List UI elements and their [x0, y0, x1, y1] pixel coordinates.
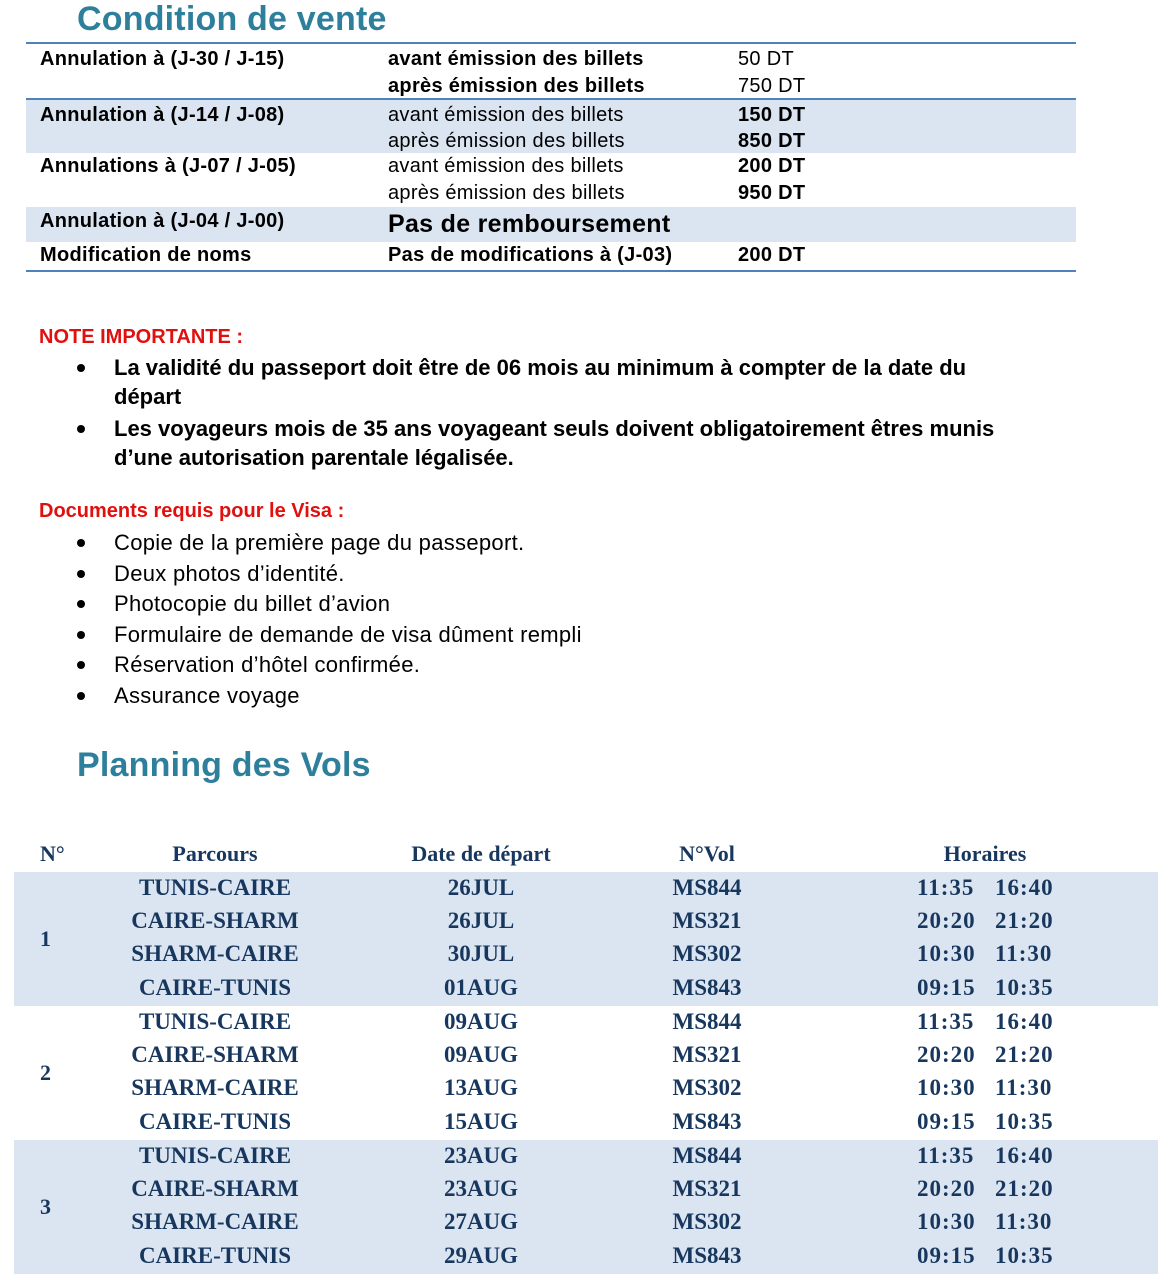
list-item: Assurance voyage	[75, 681, 582, 712]
flight-number-cell: MS843	[672, 1243, 742, 1268]
condition-row	[26, 98, 1076, 153]
arrival-time-cell: 16:40	[995, 1009, 1054, 1034]
arrival-time-cell: 11:30	[995, 1075, 1053, 1100]
flight-number-cell: MS321	[672, 1042, 742, 1067]
date-cell: 09AUG	[443, 1042, 519, 1067]
departure-time-cell: 09:15	[917, 1243, 976, 1268]
flight-schedule-table	[14, 836, 1158, 1274]
bullet-icon	[77, 570, 85, 578]
route-cell: TUNIS-CAIRE	[138, 1009, 292, 1034]
condition-label: Annulation à (J-14 / J-08)	[40, 104, 285, 126]
table-row	[14, 1173, 1158, 1207]
date-cell: 26JUL	[447, 875, 515, 900]
table-row	[14, 1072, 1158, 1106]
route-cell: SHARM-CAIRE	[131, 1075, 299, 1100]
visa-documents-list	[75, 528, 582, 711]
condition-before: avant émission des billets	[388, 155, 624, 177]
important-note-list	[75, 353, 1035, 475]
arrival-time-cell: 16:40	[995, 875, 1054, 900]
departure-time-cell: 20:20	[917, 1176, 976, 1201]
arrival-time-cell: 21:20	[995, 1176, 1054, 1201]
arrival-time-cell: 10:35	[995, 1109, 1054, 1134]
date-cell: 13AUG	[443, 1075, 519, 1100]
list-item: Formulaire de demande de visa dûment rempli	[75, 620, 582, 651]
flight-number-cell: MS302	[672, 1209, 742, 1234]
condition-before: avant émission des billets	[388, 48, 644, 70]
condition-before-price: 200 DT	[738, 155, 806, 177]
header-route: Parcours	[172, 841, 258, 866]
bullet-icon	[77, 661, 85, 669]
date-cell: 15AUG	[443, 1109, 519, 1134]
arrival-time-cell: 10:35	[995, 975, 1054, 1000]
date-cell: 29AUG	[443, 1243, 519, 1268]
route-cell: TUNIS-CAIRE	[138, 875, 292, 900]
visa-documents-title: Documents requis pour le Visa :	[39, 500, 345, 522]
flight-number-cell: MS321	[672, 908, 742, 933]
table-row	[14, 1106, 1158, 1140]
flight-group	[14, 1140, 1158, 1274]
header-date: Date de départ	[411, 841, 551, 866]
arrival-time-cell: 10:35	[995, 1243, 1054, 1268]
flight-number-cell: MS844	[672, 875, 742, 900]
planning-title: Planning des Vols	[77, 746, 371, 784]
bullet-icon	[77, 600, 85, 608]
flight-group	[14, 1006, 1158, 1140]
departure-time-cell: 09:15	[917, 1109, 976, 1134]
flight-number-cell: MS843	[672, 975, 742, 1000]
arrival-time-cell: 21:20	[995, 908, 1054, 933]
table-row	[14, 938, 1158, 972]
arrival-time-cell: 11:30	[995, 1209, 1053, 1234]
header-times: Horaires	[943, 841, 1027, 866]
departure-time-cell: 09:15	[917, 975, 976, 1000]
group-number: 1	[40, 926, 51, 951]
route-cell: CAIRE-TUNIS	[138, 1109, 292, 1134]
arrival-time-cell: 11:30	[995, 941, 1053, 966]
flight-number-cell: MS302	[672, 941, 742, 966]
condition-label: Annulations à (J-07 / J-05)	[40, 155, 296, 177]
departure-time-cell: 11:35	[917, 1009, 975, 1034]
table-row	[14, 1006, 1158, 1040]
departure-time-cell: 10:30	[917, 941, 976, 966]
flight-number-cell: MS844	[672, 1009, 742, 1034]
conditions-title: Condition de vente	[77, 0, 387, 38]
date-cell: 27AUG	[443, 1209, 519, 1234]
departure-time-cell: 11:35	[917, 875, 975, 900]
important-note-title: NOTE IMPORTANTE :	[39, 326, 244, 348]
route-cell: CAIRE-SHARM	[131, 1042, 299, 1067]
condition-after: après émission des billets	[388, 130, 625, 152]
condition-label: Annulation à (J-30 / J-15)	[40, 48, 285, 70]
departure-time-cell: 10:30	[917, 1209, 976, 1234]
condition-after-price: 950 DT	[738, 182, 806, 204]
route-cell: TUNIS-CAIRE	[138, 1143, 292, 1168]
flight-table-header	[14, 836, 1158, 872]
condition-label: Annulation à (J-04 / J-00)	[40, 210, 285, 232]
header-flight: N°Vol	[679, 841, 735, 866]
departure-time-cell: 20:20	[917, 908, 976, 933]
condition-after-price: 750 DT	[738, 75, 806, 97]
condition-before-price: 150 DT	[738, 104, 806, 126]
conditions-table	[26, 42, 1076, 272]
group-number: 3	[40, 1194, 51, 1219]
condition-after-price: 850 DT	[738, 130, 806, 152]
date-cell: 01AUG	[443, 975, 519, 1000]
bullet-icon	[77, 631, 85, 639]
no-refund-text: Pas de remboursement	[388, 210, 671, 238]
table-row	[14, 1240, 1158, 1274]
table-row	[14, 1140, 1158, 1174]
header-num: N°	[40, 841, 65, 866]
condition-after: après émission des billets	[388, 182, 625, 204]
table-row	[14, 872, 1158, 906]
flight-number-cell: MS844	[672, 1143, 742, 1168]
date-cell: 26JUL	[447, 908, 515, 933]
list-item: Copie de la première page du passeport.	[75, 528, 582, 559]
arrival-time-cell: 21:20	[995, 1042, 1054, 1067]
flight-number-cell: MS321	[672, 1176, 742, 1201]
condition-after: après émission des billets	[388, 75, 645, 97]
date-cell: 09AUG	[443, 1009, 519, 1034]
flight-number-cell: MS843	[672, 1109, 742, 1134]
date-cell: 23AUG	[443, 1176, 519, 1201]
route-cell: CAIRE-TUNIS	[138, 1243, 292, 1268]
route-cell: SHARM-CAIRE	[131, 1209, 299, 1234]
condition-label: Modification de noms	[40, 244, 252, 266]
condition-row-names	[26, 242, 1076, 270]
name-change-price: 200 DT	[738, 244, 806, 266]
departure-time-cell: 10:30	[917, 1075, 976, 1100]
table-row	[14, 1206, 1158, 1240]
group-number: 2	[40, 1060, 51, 1085]
flight-groups	[14, 872, 1158, 1274]
table-row	[14, 972, 1158, 1006]
list-item: Les voyageurs mois de 35 ans voyageant seuls doivent obligatoirement êtres munis d’une autorisation parentale légalisée.	[75, 414, 1035, 472]
bullet-icon	[77, 539, 85, 547]
date-cell: 23AUG	[443, 1143, 519, 1168]
list-item: Photocopie du billet d’avion	[75, 589, 582, 620]
condition-row	[26, 153, 1076, 207]
arrival-time-cell: 16:40	[995, 1143, 1054, 1168]
route-cell: CAIRE-SHARM	[131, 1176, 299, 1201]
bullet-icon	[77, 692, 85, 700]
bullet-icon	[77, 425, 85, 433]
condition-row-no-refund	[26, 207, 1076, 242]
route-cell: CAIRE-TUNIS	[138, 975, 292, 1000]
table-row	[14, 1039, 1158, 1073]
route-cell: CAIRE-SHARM	[131, 908, 299, 933]
list-item: Réservation d’hôtel confirmée.	[75, 650, 582, 681]
flight-number-cell: MS302	[672, 1075, 742, 1100]
condition-row	[26, 44, 1076, 98]
condition-before: avant émission des billets	[388, 104, 624, 126]
name-change-text: Pas de modifications à (J-03)	[388, 244, 673, 266]
table-row	[14, 905, 1158, 939]
list-item: La validité du passeport doit être de 06 mois au minimum à compter de la date du départ	[75, 353, 1035, 411]
flight-group	[14, 872, 1158, 1006]
date-cell: 30JUL	[447, 941, 515, 966]
departure-time-cell: 11:35	[917, 1143, 975, 1168]
departure-time-cell: 20:20	[917, 1042, 976, 1067]
bullet-icon	[77, 364, 85, 372]
list-item: Deux photos d’identité.	[75, 559, 582, 590]
route-cell: SHARM-CAIRE	[131, 941, 299, 966]
condition-before-price: 50 DT	[738, 48, 794, 70]
